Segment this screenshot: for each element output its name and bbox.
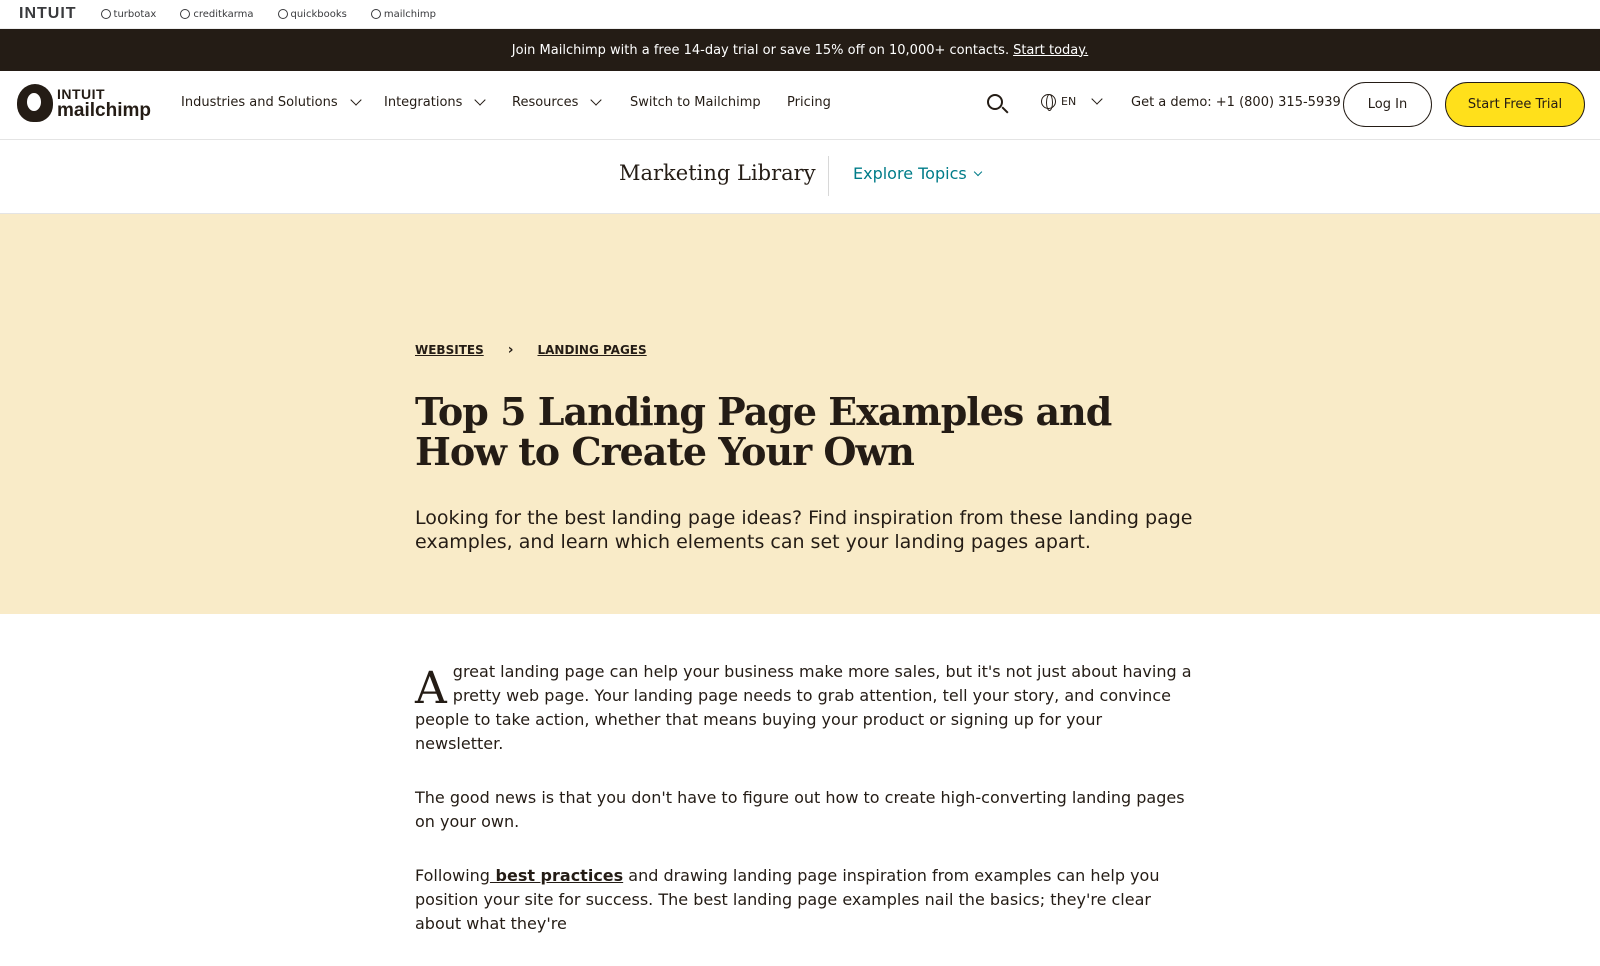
nav-industries-solutions[interactable]: Industries and Solutions	[181, 95, 360, 110]
breadcrumb-websites[interactable]: WEBSITES	[415, 343, 484, 357]
search-icon[interactable]	[987, 94, 1009, 116]
mailchimp-logo[interactable]	[17, 84, 151, 122]
article-paragraph: Agreat landing page can help your business make more sales, but it's not just about having a pretty web page. Your landing page needs to grab attention, tell your story, and convince people to take action, whether that means buying your product or signing up for your newsletter.	[415, 662, 1192, 753]
article-hero	[0, 214, 1600, 614]
article-paragraph: Following best practices and drawing landing page inspiration from examples can help you position your site for success. The best landing page examples nail the basics; they're clear about what they're	[415, 866, 1160, 933]
creditkarma-icon	[180, 9, 190, 19]
turbotax-link[interactable]: turbotax	[101, 9, 157, 20]
breadcrumb	[415, 342, 647, 358]
logo-mailchimp-text: mailchimp	[57, 99, 151, 121]
chevron-down-icon	[591, 94, 602, 105]
start-free-trial-button[interactable]: Start Free Trial	[1445, 82, 1585, 127]
article-paragraph: The good news is that you don't have to figure out how to create high-converting landing pages on your own.	[415, 788, 1185, 831]
article-body	[415, 660, 1195, 966]
best-practices-link[interactable]: best practices	[489, 866, 624, 885]
promo-text: Join Mailchimp with a free 14-day trial or save 15% off on 10,000+ contacts.	[511, 42, 1010, 58]
freddie-icon	[17, 84, 53, 122]
chevron-down-icon	[475, 94, 486, 105]
chevron-down-icon	[1092, 93, 1103, 104]
language-selector[interactable]	[1041, 94, 1101, 109]
breadcrumb-separator-icon: ›	[507, 342, 514, 358]
language-label: EN	[1061, 95, 1077, 108]
creditkarma-link[interactable]: creditkarma	[180, 9, 253, 20]
intuit-family-bar	[0, 0, 1600, 29]
login-button[interactable]: Log In	[1343, 82, 1432, 127]
drop-cap: A	[415, 663, 447, 714]
nav-integrations[interactable]: Integrations	[384, 95, 484, 110]
mailchimp-link[interactable]: mailchimp	[371, 9, 436, 20]
mailchimp-icon	[371, 9, 381, 19]
quickbooks-icon	[278, 9, 288, 19]
nav-pricing[interactable]: Pricing	[787, 95, 831, 110]
nav-switch-to-mailchimp[interactable]: Switch to Mailchimp	[630, 95, 761, 110]
globe-icon	[1041, 94, 1056, 109]
start-today-link[interactable]: Start today.	[1013, 42, 1089, 58]
explore-topics-dropdown[interactable]: Explore Topics	[853, 164, 981, 183]
page-title: Top 5 Landing Page Examples and How to Create Your Own	[415, 389, 1112, 474]
logo-intuit-text: INTUIT	[57, 85, 106, 102]
library-divider	[828, 156, 829, 196]
page-subtitle: Looking for the best landing page ideas? Find inspiration from these landing page examples, and learn which elements can set your landing pages apart.	[415, 507, 1193, 553]
nav-resources[interactable]: Resources	[512, 95, 600, 110]
library-bar	[0, 140, 1600, 214]
intuit-logo[interactable]: INTUIT	[19, 5, 77, 22]
chevron-down-icon	[350, 94, 361, 105]
main-nav	[0, 71, 1600, 140]
turbotax-icon	[101, 9, 111, 19]
quickbooks-link[interactable]: quickbooks	[278, 9, 347, 20]
library-title[interactable]: Marketing Library	[619, 161, 816, 185]
chevron-down-icon	[973, 168, 981, 176]
breadcrumb-landing-pages[interactable]: LANDING PAGES	[537, 343, 647, 357]
promo-banner	[0, 29, 1600, 71]
demo-phone-link[interactable]: Get a demo: +1 (800) 315-5939	[1131, 95, 1341, 110]
